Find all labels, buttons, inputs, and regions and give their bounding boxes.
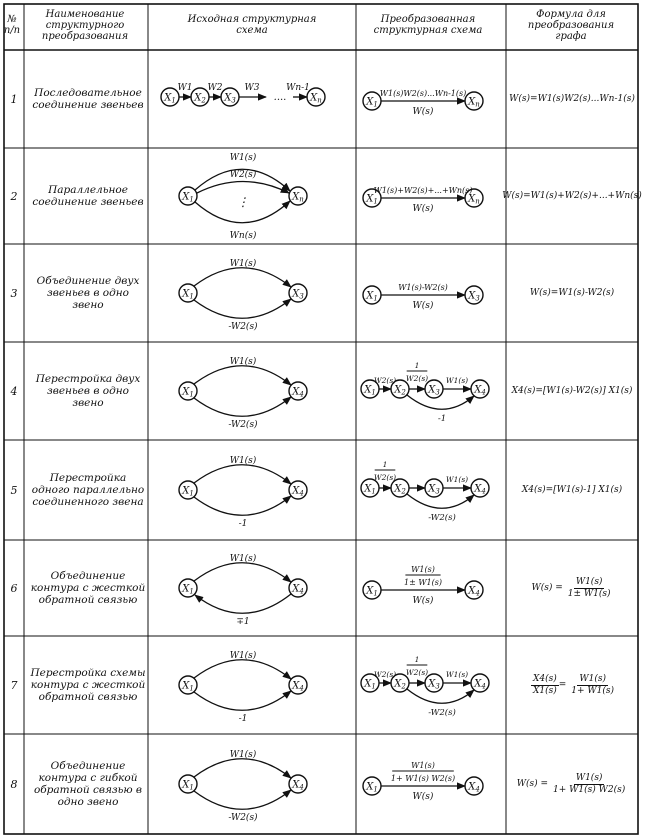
node-label: $X_4$ [468,585,480,598]
edge-label: W(s) [412,792,434,802]
node-label: $X_2$ [394,483,406,496]
node-label: $X_3$ [292,288,304,301]
edge-arc [194,268,291,287]
edge-label: W1(s)W2(s)...Wn-1(s) [379,89,467,98]
node-circle [289,775,307,793]
edge-label: Wn-1 [286,83,310,93]
edge-arc [194,397,291,416]
formula-cell [506,734,638,834]
node-label: $X_3$ [224,92,236,105]
node-label: $X_n$ [292,191,304,204]
node-label: $X_n$ [310,92,322,105]
formula-fraction [531,674,559,697]
edge-label: -W2(s) [228,813,258,823]
formula-cell [506,244,638,342]
node-label: $X_1$ [364,678,376,691]
edge-label: W2 [207,83,223,93]
transformed-diagram [356,148,506,244]
edge-label: 1 [382,460,388,469]
original-scheme [148,342,356,440]
edge-arc [194,299,291,318]
node-circle [161,88,179,106]
edge-arc [194,496,291,515]
edge-label: W1(s)+W2(s)+...+Wn(s) [373,186,473,195]
node-label: $X_2$ [194,92,206,105]
edge-label: W(s) [412,301,434,311]
node-circle [363,581,381,599]
edge-label: W2(s) [405,374,429,383]
node-label: $X_1$ [182,485,194,498]
node-label: $X_1$ [164,92,176,105]
edge-arc [194,691,291,710]
node-label: $X_1$ [182,680,194,693]
row-number: 7 [10,678,18,692]
edge-label: W1(s) [229,153,257,163]
formula-text: W(s)=W1(s)W2(s)...Wn-1(s) [509,93,635,104]
node-circle [471,674,489,692]
node-label: $X_n$ [468,96,480,109]
fraction-numerator: W1(s) [575,576,603,587]
edge-label: ∓1 [236,617,250,627]
node-circle [465,777,483,795]
edge-label: W(s) [412,204,434,214]
node-circle [179,382,197,400]
fraction-numerator: W1(s) [579,673,606,684]
edge-arc [197,182,289,194]
node-label: $X_4$ [474,483,486,496]
edge-label: W2(s) [373,473,397,482]
row-number: 6 [10,581,18,595]
node-label: $X_4$ [474,678,486,691]
formula-fraction [551,773,627,796]
node-circle [289,284,307,302]
edge-label: W1(s) [229,259,257,269]
edge-label: W1(s) [411,761,435,770]
transformation-name: Объединение контура с жесткой обратной связью [30,570,146,606]
node-label: $X_1$ [366,96,378,109]
header-formula: Формула для преобразования графа [527,8,615,42]
edge-arc [407,494,474,508]
edge-label: -W2(s) [428,708,456,718]
node-label: $X_4$ [468,781,480,794]
edge-label: Wn(s) [229,231,257,241]
node-label: $X_4$ [292,680,304,693]
node-circle [289,382,307,400]
edge-label: W1(s) [229,456,257,466]
node-circle [179,579,197,597]
fraction-denominator: X1(s) [532,685,557,696]
node-label: $X_n$ [468,193,480,206]
node-circle [363,92,381,110]
node-label: $X_4$ [292,779,304,792]
header-num: № п/п [3,14,21,36]
node-label: $X_1$ [364,483,376,496]
node-circle [471,380,489,398]
edge-label: W(s) [412,107,434,117]
edge-label: W1(s) [229,750,257,760]
node-label: $X_1$ [182,191,194,204]
fraction-numerator: X4(s) [532,673,557,684]
edge-label: -W2(s) [428,513,456,523]
edge-label: W2(s) [405,668,429,677]
transformed-diagram [356,50,506,148]
formula-text: W(s) = [531,582,563,593]
formula-fraction [569,674,616,697]
transformed-diagram [356,540,506,636]
transformation-name: Параллельное соединение звеньев [32,184,144,208]
edge-label: W1(s) [411,565,435,574]
fraction-numerator: W1(s) [575,772,603,783]
formula-cell [502,148,642,244]
edge-arc [194,366,291,385]
node-circle [179,187,197,205]
edge-label: -1 [437,414,447,424]
original-scheme [148,148,356,244]
formula-cell [506,342,638,440]
node-label: $X_2$ [394,384,406,397]
edge-label: 1 [414,655,420,664]
edge-label: W2(s) [373,376,397,385]
node-circle [289,676,307,694]
node-label: $X_3$ [468,290,480,303]
formula-cell [506,440,638,540]
node-circle [221,88,239,106]
node-circle [289,579,307,597]
edge-arc [407,395,474,409]
original-scheme [148,50,356,148]
row-number: 1 [10,92,18,106]
transformed-scheme [356,244,506,342]
edge-label: W2(s) [229,170,257,180]
edge-label: ⋮ [237,195,249,209]
transformation-name: Перестройка одного параллельно соединенного звена [31,472,145,508]
original-diagram [148,244,356,342]
edge-arc [194,790,291,809]
edge-label: .... [273,92,287,103]
node-label: $X_4$ [292,583,304,596]
formula-text: W(s)=W1(s)+W2(s)+...+Wn(s) [502,190,642,201]
transformed-scheme [356,50,506,148]
edge-label: -W2(s) [228,322,258,332]
original-scheme [148,734,356,834]
node-label: $X_4$ [474,384,486,397]
node-label: $X_1$ [366,585,378,598]
fraction-denominator: 1± W1(s) [567,588,611,599]
edge-label: 1+ W1(s) W2(s) [390,774,456,783]
row-number: 2 [10,189,18,203]
edge-arc [407,689,474,703]
header-transformed: Преобразованная структурная схема [373,14,483,36]
node-circle [465,286,483,304]
header-original: Исходная структурная схема [187,14,317,36]
node-label: $X_1$ [366,193,378,206]
edge-label: W2(s) [373,670,397,679]
transformation-name: Объединение двух звеньев в одно звено [36,275,140,311]
transformed-diagram [356,342,506,440]
formula-cell [506,636,638,734]
formula-cell [506,540,638,636]
node-label: $X_4$ [292,485,304,498]
transformed-scheme [356,636,506,734]
row-number: 5 [10,483,18,497]
edge-label: W1(s) [445,376,469,385]
edge-label: 1 [414,361,420,370]
edge-label: W1(s)-W2(s) [398,283,448,292]
node-label: $X_1$ [364,384,376,397]
node-label: $X_1$ [366,781,378,794]
row-number: 8 [10,777,18,791]
node-circle [289,187,307,205]
original-diagram [148,734,356,834]
original-scheme [148,540,356,636]
row-number: 3 [10,286,18,300]
formula-text: = [558,679,567,690]
node-label: $X_1$ [182,583,194,596]
edge-arc [194,759,291,778]
formula-fraction [566,577,613,600]
original-diagram [148,440,356,540]
node-label: $X_1$ [182,386,194,399]
node-label: $X_1$ [182,288,194,301]
formula-text: X4(s)=[W1(s)-W2(s)] X1(s) [511,385,633,396]
edge-label: -W2(s) [228,420,258,430]
edge-arc [194,660,291,679]
node-circle [465,581,483,599]
edge-arc [195,594,291,613]
original-scheme [148,636,356,734]
fraction-denominator: 1+ W1(s) [571,685,615,696]
node-circle [465,92,483,110]
transformed-diagram [356,244,506,342]
formula-text: X4(s)=[W1(s)-1] X1(s) [521,484,623,495]
formula-cell [506,50,638,148]
node-label: $X_3$ [428,678,440,691]
edge-label: W1 [177,83,193,93]
node-circle [179,481,197,499]
node-label: $X_3$ [428,483,440,496]
fraction-denominator: 1+ W1(s) W2(s) [553,784,626,795]
original-diagram [148,148,356,244]
node-label: $X_2$ [394,678,406,691]
node-circle [179,775,197,793]
node-circle [289,481,307,499]
node-circle [179,676,197,694]
edge-label: W1(s) [445,475,469,484]
edge-label: -1 [238,714,248,724]
original-scheme [148,244,356,342]
transformed-scheme [356,342,506,440]
edge-label: W1(s) [229,357,257,367]
transformation-name: Перестройка двух звеньев в одно звено [35,373,141,409]
formula-text: W(s)=W1(s)-W2(s) [529,287,615,298]
edge-label: -1 [238,519,248,529]
row-number: 4 [10,384,18,398]
formula-text: W(s) = [516,778,549,789]
transformed-diagram [356,636,506,734]
node-circle [191,88,209,106]
header-name: Наименование структурного преобразования [41,8,129,42]
node-circle [363,286,381,304]
transformed-diagram [356,440,506,540]
original-diagram [148,342,356,440]
node-label: $X_1$ [366,290,378,303]
edge-label: 1± W1(s) [404,578,442,587]
transformed-diagram [356,734,506,834]
original-diagram [148,636,356,734]
edge-label: W3 [244,83,260,93]
node-label: $X_1$ [182,779,194,792]
edge-label: W1(s) [229,554,257,564]
transformation-name: Перестройка схемы контура с жесткой обратной связью [30,667,146,703]
original-diagram [148,540,356,636]
original-diagram [148,50,356,148]
node-circle [425,479,443,497]
transformed-scheme [356,148,506,244]
edge-label: W1(s) [445,670,469,679]
transformed-scheme [356,540,506,636]
node-circle [471,479,489,497]
transformation-name: Последовательное соединение звеньев [32,87,144,111]
edge-label: W1(s) [229,651,257,661]
original-scheme [148,440,356,540]
node-label: $X_4$ [292,386,304,399]
transformed-scheme [356,440,506,540]
node-circle [179,284,197,302]
edge-label: W(s) [412,596,434,606]
transformed-scheme [356,734,506,834]
edge-arc [194,465,291,484]
node-label: $X_3$ [428,384,440,397]
node-circle [363,777,381,795]
transformation-name: Объединение контура с гибкой обратной связью в одно звено [33,760,143,808]
edge-arc [194,563,291,582]
